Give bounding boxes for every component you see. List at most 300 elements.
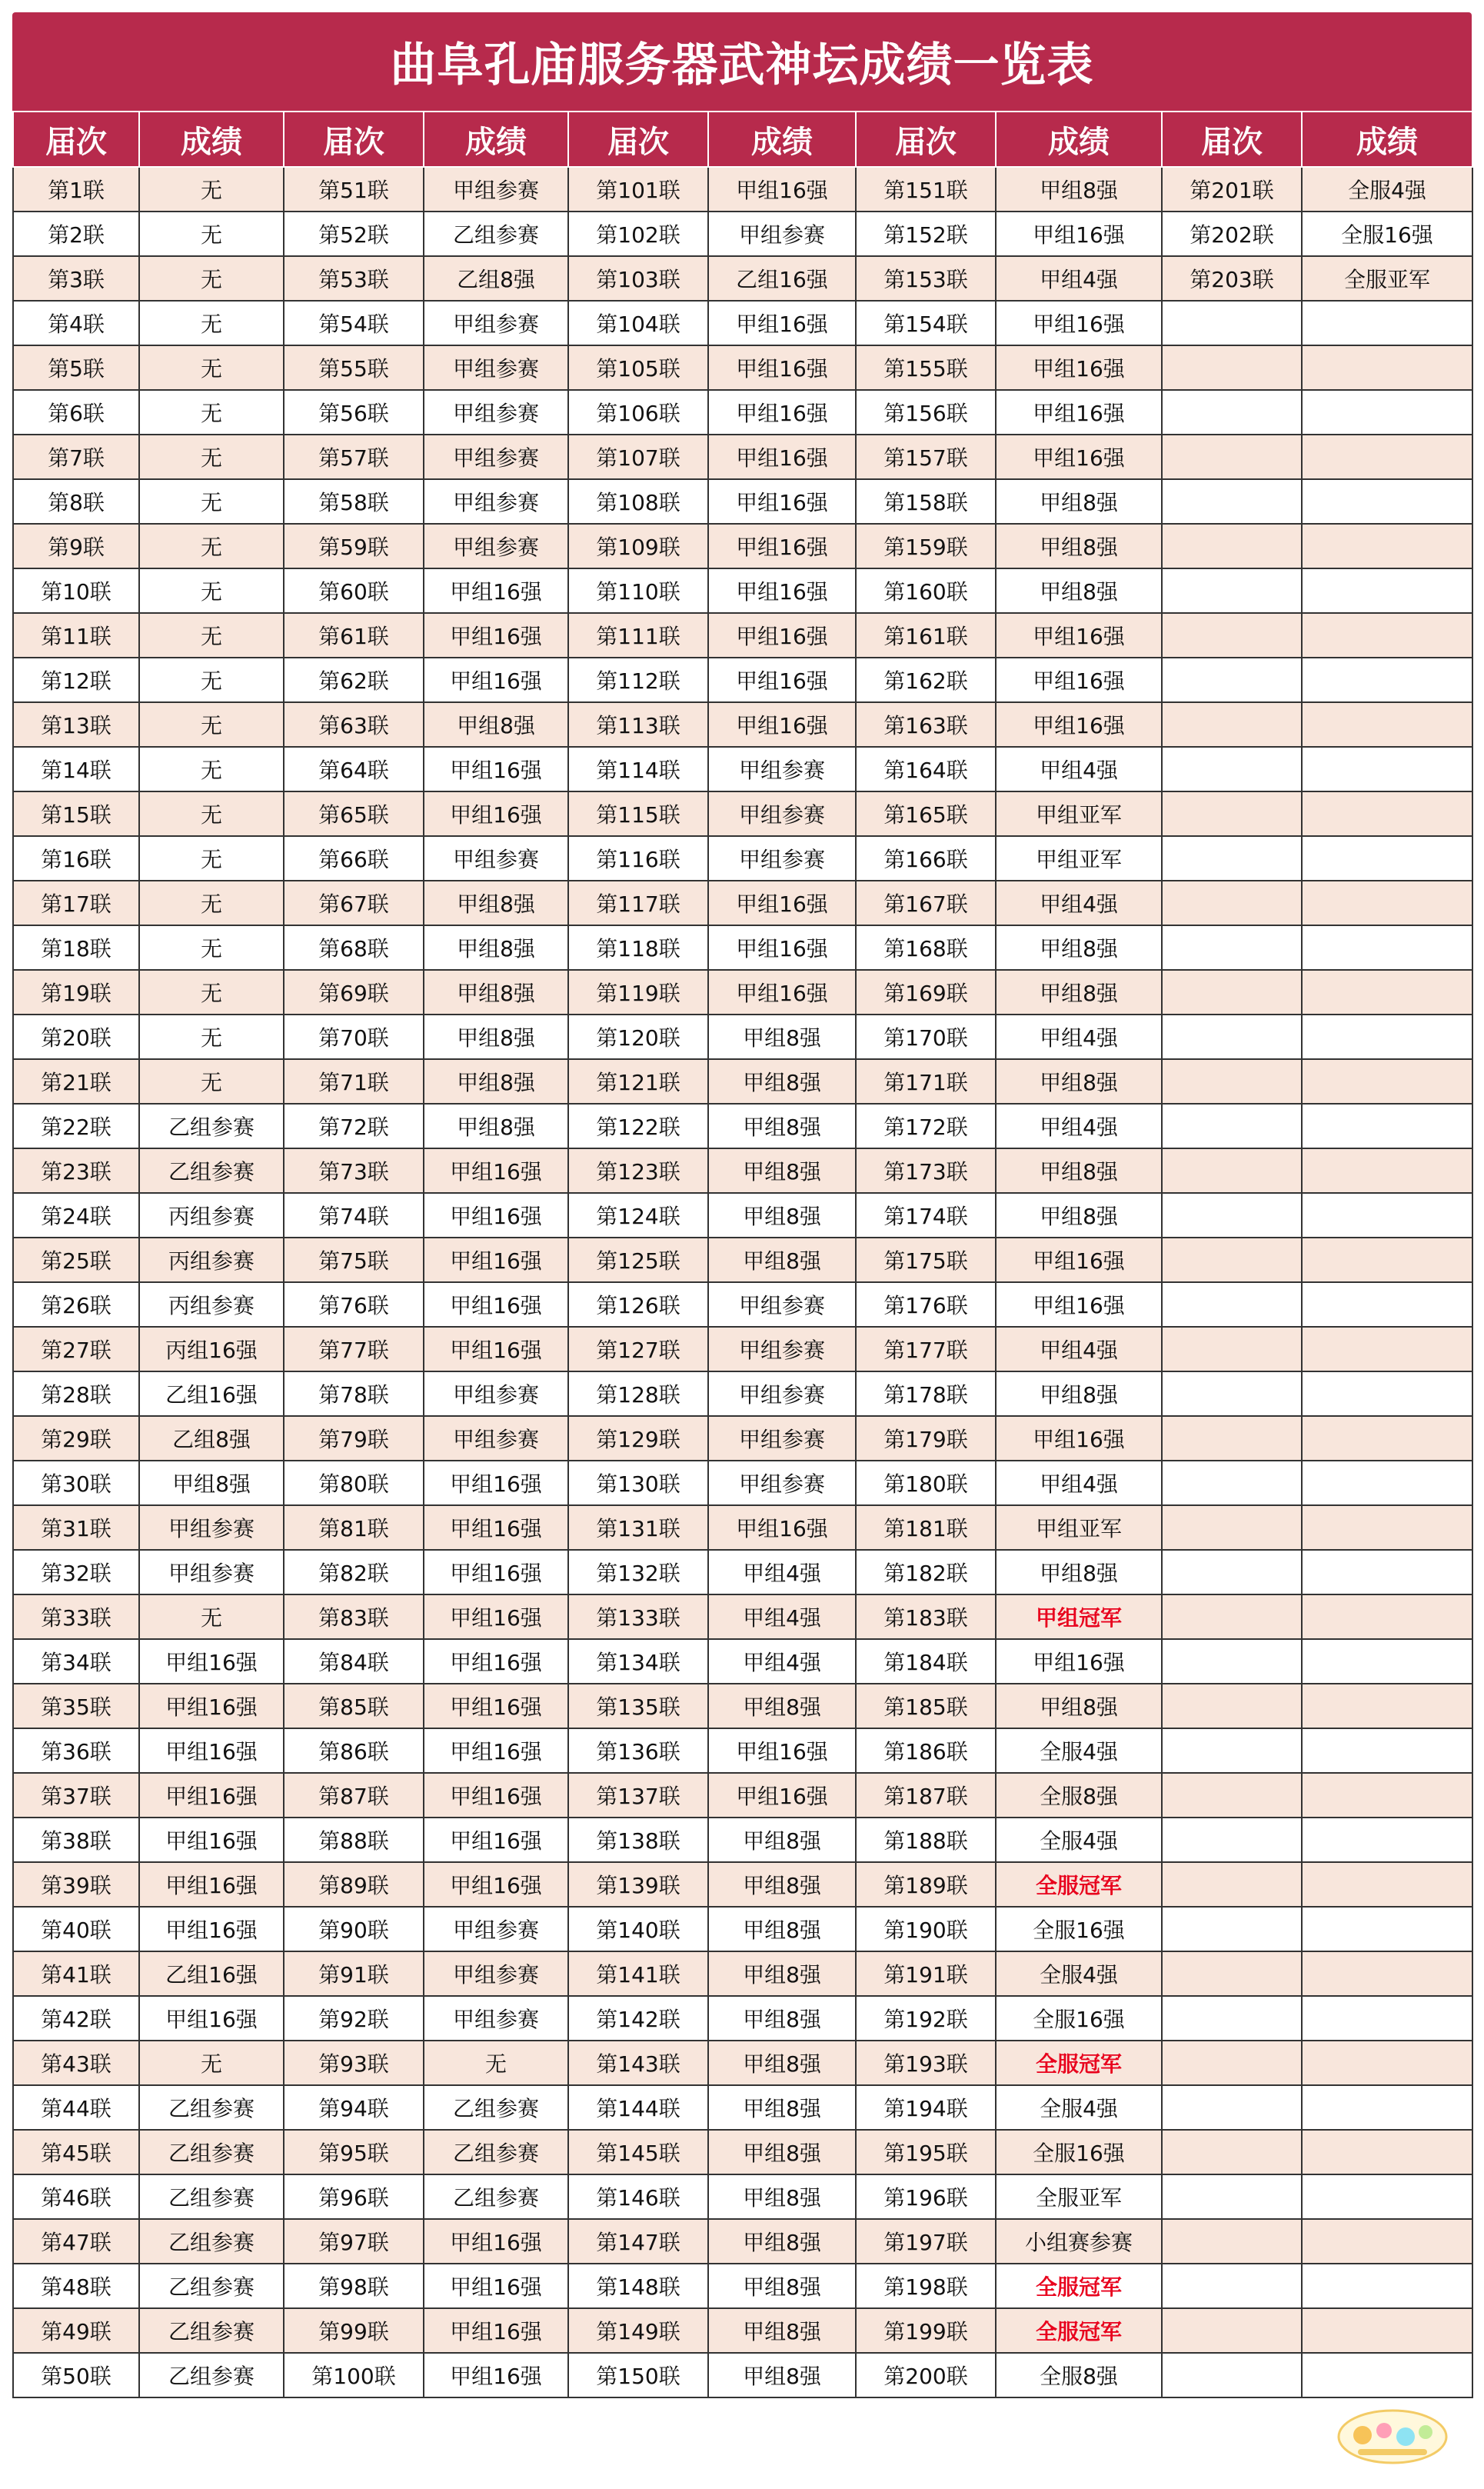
session-cell: 第19联 bbox=[13, 970, 139, 1015]
result-cell: 甲组8强 bbox=[708, 1818, 856, 1862]
session-cell: 第43联 bbox=[13, 2041, 139, 2085]
session-cell bbox=[1162, 2085, 1302, 2130]
session-cell: 第25联 bbox=[13, 1238, 139, 1282]
session-cell: 第114联 bbox=[568, 747, 708, 791]
result-cell bbox=[1302, 925, 1472, 970]
table-row bbox=[13, 747, 1472, 791]
session-cell: 第87联 bbox=[284, 1773, 424, 1818]
session-cell: 第202联 bbox=[1162, 212, 1302, 256]
session-cell bbox=[1162, 1684, 1302, 1728]
session-cell: 第111联 bbox=[568, 613, 708, 658]
session-cell: 第190联 bbox=[856, 1907, 996, 1951]
session-cell: 第149联 bbox=[568, 2308, 708, 2353]
result-cell: 甲组8强 bbox=[708, 1148, 856, 1193]
session-cell: 第26联 bbox=[13, 1282, 139, 1327]
session-cell: 第171联 bbox=[856, 1059, 996, 1104]
result-cell bbox=[1302, 1505, 1472, 1550]
result-cell: 甲组16强 bbox=[424, 1773, 568, 1818]
session-cell bbox=[1162, 702, 1302, 747]
table-row bbox=[13, 2353, 1472, 2397]
session-cell: 第83联 bbox=[284, 1594, 424, 1639]
result-cell: 乙组参赛 bbox=[424, 2130, 568, 2174]
result-cell bbox=[1302, 1684, 1472, 1728]
result-cell: 全服8强 bbox=[996, 1773, 1162, 1818]
result-cell: 甲组参赛 bbox=[424, 836, 568, 881]
session-cell bbox=[1162, 301, 1302, 345]
result-cell: 甲组16强 bbox=[424, 791, 568, 836]
session-cell bbox=[1162, 1015, 1302, 1059]
result-cell bbox=[1302, 1104, 1472, 1148]
result-cell bbox=[1302, 1550, 1472, 1594]
result-cell: 甲组16强 bbox=[708, 435, 856, 479]
session-cell: 第69联 bbox=[284, 970, 424, 1015]
result-cell: 全服16强 bbox=[996, 1907, 1162, 1951]
session-cell: 第21联 bbox=[13, 1059, 139, 1104]
result-cell: 无 bbox=[139, 747, 284, 791]
session-cell bbox=[1162, 1505, 1302, 1550]
session-cell: 第156联 bbox=[856, 390, 996, 435]
result-cell: 甲组16强 bbox=[424, 1238, 568, 1282]
session-cell: 第6联 bbox=[13, 390, 139, 435]
result-cell: 无 bbox=[139, 1015, 284, 1059]
session-cell: 第200联 bbox=[856, 2353, 996, 2397]
session-cell: 第56联 bbox=[284, 390, 424, 435]
session-cell: 第152联 bbox=[856, 212, 996, 256]
session-cell bbox=[1162, 2264, 1302, 2308]
session-cell: 第133联 bbox=[568, 1594, 708, 1639]
session-cell bbox=[1162, 2041, 1302, 2085]
table-row bbox=[13, 2308, 1472, 2353]
result-cell: 甲组16强 bbox=[708, 881, 856, 925]
result-cell: 丙组参赛 bbox=[139, 1282, 284, 1327]
result-cell: 甲组8强 bbox=[708, 1951, 856, 1996]
result-cell: 乙组16强 bbox=[139, 1951, 284, 1996]
session-cell: 第136联 bbox=[568, 1728, 708, 1773]
result-cell bbox=[1302, 1059, 1472, 1104]
result-cell: 甲组16强 bbox=[424, 1862, 568, 1907]
session-cell: 第132联 bbox=[568, 1550, 708, 1594]
result-cell: 甲组16强 bbox=[139, 1773, 284, 1818]
session-cell: 第73联 bbox=[284, 1148, 424, 1193]
result-cell: 甲组16强 bbox=[996, 702, 1162, 747]
session-cell: 第80联 bbox=[284, 1461, 424, 1505]
result-cell: 全服冠军 bbox=[996, 1862, 1162, 1907]
session-cell: 第121联 bbox=[568, 1059, 708, 1104]
session-cell: 第49联 bbox=[13, 2308, 139, 2353]
session-cell bbox=[1162, 1728, 1302, 1773]
result-cell: 无 bbox=[424, 2041, 568, 2085]
session-cell: 第159联 bbox=[856, 524, 996, 568]
result-cell: 乙组参赛 bbox=[424, 2085, 568, 2130]
result-cell: 甲组16强 bbox=[139, 1818, 284, 1862]
result-cell: 甲组8强 bbox=[424, 1059, 568, 1104]
session-cell: 第60联 bbox=[284, 568, 424, 613]
result-cell: 乙组参赛 bbox=[139, 1104, 284, 1148]
session-cell: 第89联 bbox=[284, 1862, 424, 1907]
result-cell bbox=[1302, 2219, 1472, 2264]
result-cell: 甲组16强 bbox=[708, 390, 856, 435]
result-cell: 甲组16强 bbox=[424, 1505, 568, 1550]
table-row bbox=[13, 256, 1472, 301]
result-cell bbox=[1302, 1371, 1472, 1416]
result-cell: 甲组参赛 bbox=[424, 345, 568, 390]
session-cell: 第193联 bbox=[856, 2041, 996, 2085]
session-cell: 第77联 bbox=[284, 1327, 424, 1371]
session-cell: 第113联 bbox=[568, 702, 708, 747]
result-cell: 甲组16强 bbox=[996, 613, 1162, 658]
result-cell: 小组赛参赛 bbox=[996, 2219, 1162, 2264]
session-cell: 第62联 bbox=[284, 658, 424, 702]
session-cell: 第10联 bbox=[13, 568, 139, 613]
result-cell bbox=[1302, 2041, 1472, 2085]
result-cell bbox=[1302, 970, 1472, 1015]
result-cell bbox=[1302, 1327, 1472, 1371]
session-cell: 第181联 bbox=[856, 1505, 996, 1550]
table-row bbox=[13, 2085, 1472, 2130]
session-cell bbox=[1162, 970, 1302, 1015]
session-cell: 第144联 bbox=[568, 2085, 708, 2130]
result-cell: 乙组参赛 bbox=[139, 2174, 284, 2219]
table-row bbox=[13, 2130, 1472, 2174]
session-cell: 第33联 bbox=[13, 1594, 139, 1639]
result-cell: 甲组8强 bbox=[996, 1684, 1162, 1728]
header-result: 成绩 bbox=[424, 112, 568, 167]
result-cell: 甲组16强 bbox=[424, 2219, 568, 2264]
session-cell bbox=[1162, 1193, 1302, 1238]
result-cell: 甲组冠军 bbox=[996, 1594, 1162, 1639]
session-cell: 第162联 bbox=[856, 658, 996, 702]
result-cell: 甲组8强 bbox=[996, 1193, 1162, 1238]
session-cell: 第63联 bbox=[284, 702, 424, 747]
result-cell bbox=[1302, 2085, 1472, 2130]
session-cell bbox=[1162, 2219, 1302, 2264]
session-cell: 第124联 bbox=[568, 1193, 708, 1238]
table-row bbox=[13, 1773, 1472, 1818]
result-cell: 甲组16强 bbox=[708, 613, 856, 658]
result-cell: 甲组16强 bbox=[424, 2308, 568, 2353]
result-cell: 甲组16强 bbox=[139, 1907, 284, 1951]
result-cell: 甲组亚军 bbox=[996, 791, 1162, 836]
session-cell bbox=[1162, 1148, 1302, 1193]
result-cell bbox=[1302, 524, 1472, 568]
session-cell: 第131联 bbox=[568, 1505, 708, 1550]
session-cell: 第28联 bbox=[13, 1371, 139, 1416]
result-cell: 全服4强 bbox=[996, 1728, 1162, 1773]
table-row bbox=[13, 1461, 1472, 1505]
session-cell: 第117联 bbox=[568, 881, 708, 925]
table-row bbox=[13, 1416, 1472, 1461]
session-cell: 第59联 bbox=[284, 524, 424, 568]
result-cell: 甲组8强 bbox=[996, 925, 1162, 970]
result-cell: 甲组16强 bbox=[708, 1505, 856, 1550]
session-cell: 第15联 bbox=[13, 791, 139, 836]
result-cell bbox=[1302, 1238, 1472, 1282]
session-cell: 第95联 bbox=[284, 2130, 424, 2174]
table-row bbox=[13, 1996, 1472, 2041]
result-cell: 甲组16强 bbox=[424, 1327, 568, 1371]
session-cell bbox=[1162, 345, 1302, 390]
result-cell: 甲组8强 bbox=[708, 1015, 856, 1059]
session-cell: 第183联 bbox=[856, 1594, 996, 1639]
table-row bbox=[13, 301, 1472, 345]
result-cell: 甲组16强 bbox=[996, 435, 1162, 479]
result-cell: 无 bbox=[139, 613, 284, 658]
result-cell: 甲组16强 bbox=[139, 1862, 284, 1907]
session-cell bbox=[1162, 1951, 1302, 1996]
session-cell: 第160联 bbox=[856, 568, 996, 613]
result-cell: 甲组16强 bbox=[139, 1728, 284, 1773]
session-cell: 第85联 bbox=[284, 1684, 424, 1728]
table-row bbox=[13, 1371, 1472, 1416]
result-cell bbox=[1302, 1193, 1472, 1238]
session-cell: 第154联 bbox=[856, 301, 996, 345]
session-cell: 第102联 bbox=[568, 212, 708, 256]
result-cell: 甲组16强 bbox=[996, 301, 1162, 345]
result-cell: 全服亚军 bbox=[996, 2174, 1162, 2219]
session-cell: 第76联 bbox=[284, 1282, 424, 1327]
session-cell: 第71联 bbox=[284, 1059, 424, 1104]
table-row bbox=[13, 1238, 1472, 1282]
result-cell: 乙组参赛 bbox=[139, 2353, 284, 2397]
session-cell: 第108联 bbox=[568, 479, 708, 524]
result-cell: 甲组参赛 bbox=[139, 1550, 284, 1594]
session-cell: 第158联 bbox=[856, 479, 996, 524]
result-cell: 甲组16强 bbox=[996, 1238, 1162, 1282]
session-cell bbox=[1162, 1282, 1302, 1327]
result-cell: 甲组4强 bbox=[996, 1015, 1162, 1059]
result-cell: 无 bbox=[139, 2041, 284, 2085]
session-cell: 第24联 bbox=[13, 1193, 139, 1238]
header-session: 届次 bbox=[1162, 112, 1302, 167]
result-cell bbox=[1302, 1148, 1472, 1193]
result-cell: 全服4强 bbox=[996, 2085, 1162, 2130]
session-cell: 第41联 bbox=[13, 1951, 139, 1996]
session-cell: 第97联 bbox=[284, 2219, 424, 2264]
session-cell: 第5联 bbox=[13, 345, 139, 390]
session-cell: 第82联 bbox=[284, 1550, 424, 1594]
session-cell: 第92联 bbox=[284, 1996, 424, 2041]
result-cell: 甲组16强 bbox=[708, 970, 856, 1015]
result-cell: 甲组参赛 bbox=[424, 301, 568, 345]
result-cell: 全服亚军 bbox=[1302, 256, 1472, 301]
result-cell: 甲组参赛 bbox=[708, 791, 856, 836]
result-cell: 甲组16强 bbox=[996, 1639, 1162, 1684]
session-cell bbox=[1162, 1238, 1302, 1282]
result-cell bbox=[1302, 1907, 1472, 1951]
table-row bbox=[13, 1104, 1472, 1148]
result-cell: 甲组16强 bbox=[708, 925, 856, 970]
session-cell: 第68联 bbox=[284, 925, 424, 970]
result-cell: 甲组参赛 bbox=[708, 1371, 856, 1416]
table-row bbox=[13, 613, 1472, 658]
result-cell: 甲组8强 bbox=[424, 970, 568, 1015]
result-cell: 乙组参赛 bbox=[139, 2308, 284, 2353]
session-cell: 第182联 bbox=[856, 1550, 996, 1594]
session-cell bbox=[1162, 1907, 1302, 1951]
session-cell: 第165联 bbox=[856, 791, 996, 836]
result-cell: 甲组8强 bbox=[996, 1550, 1162, 1594]
result-cell: 甲组8强 bbox=[708, 1104, 856, 1148]
result-cell: 甲组参赛 bbox=[139, 1505, 284, 1550]
result-cell: 甲组4强 bbox=[996, 1461, 1162, 1505]
session-cell: 第155联 bbox=[856, 345, 996, 390]
header-result: 成绩 bbox=[1302, 112, 1472, 167]
header-session: 届次 bbox=[284, 112, 424, 167]
result-cell: 无 bbox=[139, 836, 284, 881]
session-cell: 第164联 bbox=[856, 747, 996, 791]
session-cell: 第120联 bbox=[568, 1015, 708, 1059]
header-session: 届次 bbox=[13, 112, 139, 167]
result-cell bbox=[1302, 1951, 1472, 1996]
session-cell: 第128联 bbox=[568, 1371, 708, 1416]
result-cell bbox=[1302, 881, 1472, 925]
session-cell: 第36联 bbox=[13, 1728, 139, 1773]
result-cell: 甲组参赛 bbox=[424, 435, 568, 479]
result-cell: 甲组8强 bbox=[996, 1371, 1162, 1416]
result-cell: 甲组8强 bbox=[996, 568, 1162, 613]
result-cell: 甲组8强 bbox=[424, 925, 568, 970]
session-cell: 第20联 bbox=[13, 1015, 139, 1059]
result-cell: 甲组16强 bbox=[708, 345, 856, 390]
result-cell: 甲组参赛 bbox=[424, 390, 568, 435]
result-cell bbox=[1302, 1461, 1472, 1505]
session-cell: 第157联 bbox=[856, 435, 996, 479]
session-cell bbox=[1162, 479, 1302, 524]
session-cell bbox=[1162, 568, 1302, 613]
session-cell: 第170联 bbox=[856, 1015, 996, 1059]
result-cell: 甲组16强 bbox=[708, 1728, 856, 1773]
session-cell: 第139联 bbox=[568, 1862, 708, 1907]
session-cell: 第96联 bbox=[284, 2174, 424, 2219]
result-cell: 无 bbox=[139, 301, 284, 345]
session-cell: 第46联 bbox=[13, 2174, 139, 2219]
result-cell: 甲组16强 bbox=[708, 479, 856, 524]
result-cell bbox=[1302, 1818, 1472, 1862]
result-cell: 甲组参赛 bbox=[708, 836, 856, 881]
result-cell: 无 bbox=[139, 881, 284, 925]
result-cell bbox=[1302, 479, 1472, 524]
result-cell: 甲组8强 bbox=[708, 2308, 856, 2353]
session-cell: 第116联 bbox=[568, 836, 708, 881]
result-cell: 甲组16强 bbox=[424, 1550, 568, 1594]
result-cell: 甲组16强 bbox=[424, 1594, 568, 1639]
result-cell: 甲组16强 bbox=[424, 658, 568, 702]
result-cell: 丙组参赛 bbox=[139, 1238, 284, 1282]
result-cell: 甲组参赛 bbox=[424, 167, 568, 212]
result-cell: 甲组16强 bbox=[139, 1684, 284, 1728]
result-cell: 甲组4强 bbox=[996, 747, 1162, 791]
result-cell: 甲组16强 bbox=[424, 1461, 568, 1505]
result-cell: 甲组8强 bbox=[708, 2264, 856, 2308]
result-cell bbox=[1302, 1728, 1472, 1773]
result-cell bbox=[1302, 1862, 1472, 1907]
session-cell: 第141联 bbox=[568, 1951, 708, 1996]
session-cell: 第64联 bbox=[284, 747, 424, 791]
session-cell: 第1联 bbox=[13, 167, 139, 212]
result-cell: 甲组8强 bbox=[139, 1461, 284, 1505]
result-cell: 全服冠军 bbox=[996, 2308, 1162, 2353]
result-cell: 甲组参赛 bbox=[708, 1327, 856, 1371]
result-cell: 甲组16强 bbox=[708, 702, 856, 747]
result-cell: 甲组8强 bbox=[708, 2353, 856, 2397]
session-cell: 第2联 bbox=[13, 212, 139, 256]
session-cell: 第31联 bbox=[13, 1505, 139, 1550]
session-cell: 第51联 bbox=[284, 167, 424, 212]
result-cell: 甲组参赛 bbox=[424, 1371, 568, 1416]
header-result: 成绩 bbox=[139, 112, 284, 167]
result-cell bbox=[1302, 613, 1472, 658]
result-cell: 甲组亚军 bbox=[996, 1505, 1162, 1550]
session-cell: 第88联 bbox=[284, 1818, 424, 1862]
session-cell bbox=[1162, 435, 1302, 479]
session-cell bbox=[1162, 836, 1302, 881]
session-cell: 第30联 bbox=[13, 1461, 139, 1505]
result-cell: 甲组16强 bbox=[424, 2264, 568, 2308]
result-cell: 全服4强 bbox=[1302, 167, 1472, 212]
result-cell bbox=[1302, 1639, 1472, 1684]
result-cell: 无 bbox=[139, 435, 284, 479]
result-cell: 甲组4强 bbox=[708, 1550, 856, 1594]
table-row bbox=[13, 1907, 1472, 1951]
header-row bbox=[13, 112, 1472, 167]
session-cell: 第74联 bbox=[284, 1193, 424, 1238]
table-row bbox=[13, 1550, 1472, 1594]
table-row bbox=[13, 925, 1472, 970]
session-cell: 第32联 bbox=[13, 1550, 139, 1594]
result-cell: 甲组16强 bbox=[708, 524, 856, 568]
result-cell: 甲组参赛 bbox=[708, 1282, 856, 1327]
result-cell: 全服冠军 bbox=[996, 2041, 1162, 2085]
session-cell bbox=[1162, 1416, 1302, 1461]
session-cell bbox=[1162, 524, 1302, 568]
session-cell: 第54联 bbox=[284, 301, 424, 345]
session-cell: 第140联 bbox=[568, 1907, 708, 1951]
table-row bbox=[13, 1862, 1472, 1907]
session-cell bbox=[1162, 1461, 1302, 1505]
session-cell: 第203联 bbox=[1162, 256, 1302, 301]
session-cell: 第177联 bbox=[856, 1327, 996, 1371]
result-cell: 无 bbox=[139, 925, 284, 970]
session-cell: 第104联 bbox=[568, 301, 708, 345]
session-cell: 第48联 bbox=[13, 2264, 139, 2308]
session-cell: 第3联 bbox=[13, 256, 139, 301]
result-cell: 甲组16强 bbox=[996, 1416, 1162, 1461]
table-row bbox=[13, 970, 1472, 1015]
session-cell: 第99联 bbox=[284, 2308, 424, 2353]
result-cell bbox=[1302, 1996, 1472, 2041]
session-cell bbox=[1162, 658, 1302, 702]
session-cell: 第148联 bbox=[568, 2264, 708, 2308]
page-title: 曲阜孔庙服务器武神坛成绩一览表 bbox=[12, 12, 1472, 111]
session-cell: 第191联 bbox=[856, 1951, 996, 1996]
result-cell: 甲组16强 bbox=[424, 1818, 568, 1862]
result-cell bbox=[1302, 301, 1472, 345]
session-cell: 第50联 bbox=[13, 2353, 139, 2397]
result-cell: 甲组8强 bbox=[708, 1907, 856, 1951]
session-cell: 第22联 bbox=[13, 1104, 139, 1148]
result-cell: 无 bbox=[139, 1594, 284, 1639]
result-cell: 甲组16强 bbox=[139, 1639, 284, 1684]
session-cell: 第180联 bbox=[856, 1461, 996, 1505]
session-cell: 第166联 bbox=[856, 836, 996, 881]
session-cell: 第146联 bbox=[568, 2174, 708, 2219]
result-cell bbox=[1302, 2130, 1472, 2174]
session-cell: 第109联 bbox=[568, 524, 708, 568]
session-cell: 第199联 bbox=[856, 2308, 996, 2353]
session-cell: 第186联 bbox=[856, 1728, 996, 1773]
session-cell: 第126联 bbox=[568, 1282, 708, 1327]
result-cell: 甲组16强 bbox=[708, 301, 856, 345]
